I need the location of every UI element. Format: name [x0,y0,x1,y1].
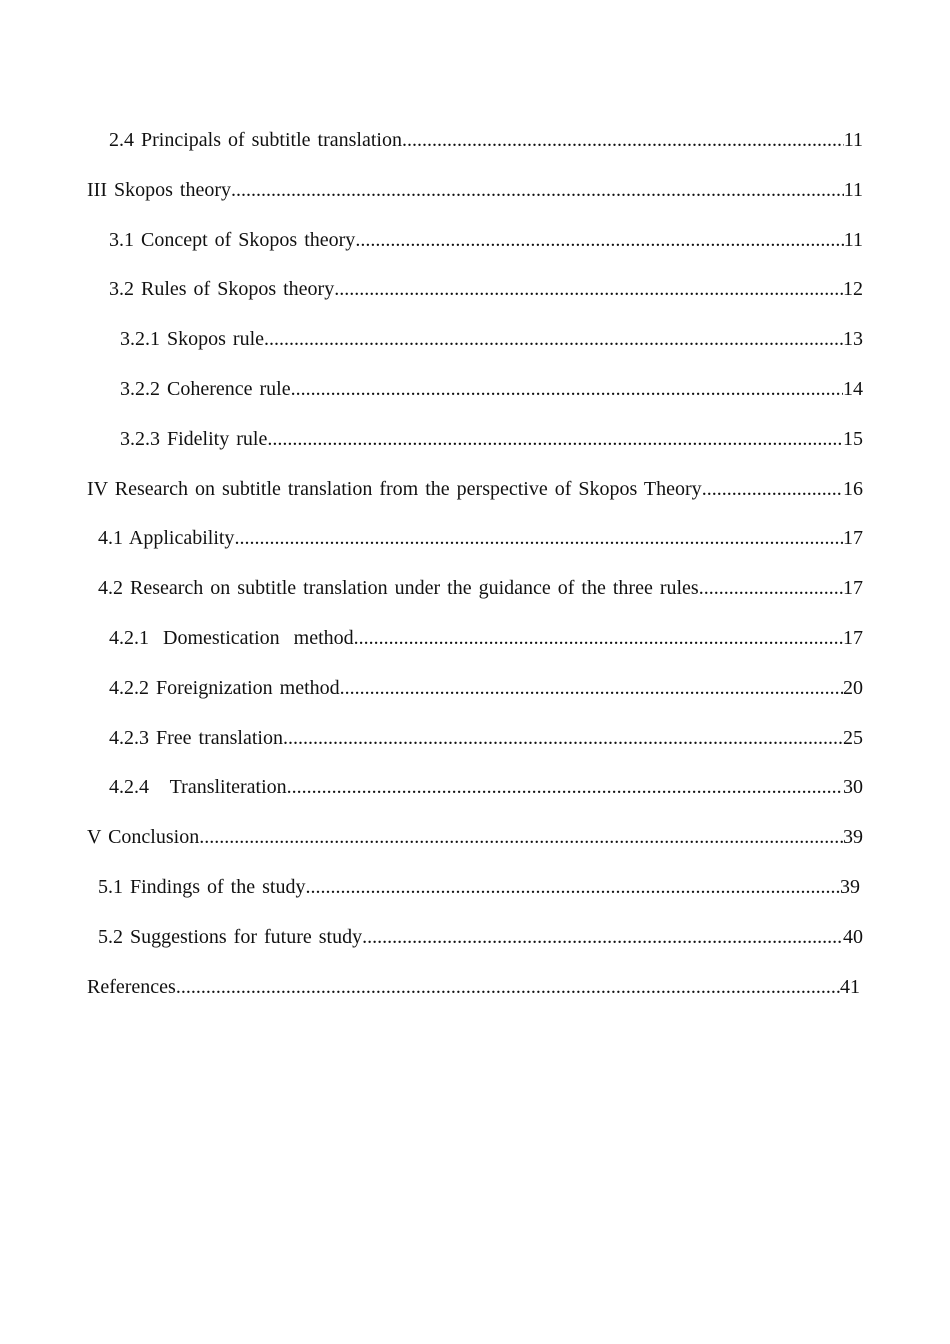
toc-entry-page: 13 [843,328,863,351]
toc-entry-title: 3.2.2 Coherence rule [120,377,291,400]
toc-entry-page: 20 [843,676,863,699]
toc-entry-title: V Conclusion [87,826,200,849]
toc-entry [87,275,863,325]
toc-entry [87,425,863,475]
toc-entry [87,624,863,674]
toc-entry-page: 11 [843,178,863,201]
toc-entry-title: 3.2.1 Skopos rule [120,328,264,351]
toc-entry-page: 17 [843,626,863,649]
toc-entry [87,375,863,425]
toc-entry-title: 4.2.1 Domestication method [109,626,354,649]
dot-leader [283,724,843,752]
dot-leader [355,226,843,254]
dot-leader [702,475,843,503]
toc-entry-title: References [87,975,176,998]
toc-entry-title: III Skopos theory [87,178,231,201]
toc-entry [87,973,863,1023]
dot-leader [287,773,843,801]
toc-entry-title: 4.2.4 Transliteration [109,776,287,799]
toc-entry-page: 16 [843,477,863,500]
dot-leader [699,574,843,602]
toc-entry-page: 11 [843,228,863,251]
dot-leader [362,923,843,951]
dot-leader [231,176,844,204]
toc-entry [87,226,863,276]
toc-entry [87,325,863,375]
dot-leader [340,674,843,702]
dot-leader [267,425,843,453]
toc-entry-page: 41 [840,975,860,998]
toc-entry-page: 12 [843,278,863,301]
dot-leader [305,873,840,901]
toc-entry-title: IV Research on subtitle translation from the perspective of Skopos Theory [87,477,702,500]
toc-entry [87,873,863,923]
toc-entry [87,524,863,574]
toc-entry-title: 3.2.3 Fidelity rule [120,427,268,450]
toc-entry [87,773,863,823]
toc-entry-page: 30 [843,776,863,799]
toc-entry-title: 4.1 Applicability [98,527,235,550]
dot-leader [402,126,844,154]
toc-entry [87,574,863,624]
dot-leader [291,375,843,403]
toc-entry [87,923,863,973]
toc-entry-page: 25 [843,726,863,749]
toc-entry [87,126,863,176]
toc-entry-page: 39 [840,875,860,898]
toc-entry-page: 17 [843,577,863,600]
table-of-contents [87,126,863,1022]
toc-entry-title: 3.1 Concept of Skopos theory [109,228,356,251]
dot-leader [354,624,843,652]
toc-entry-page: 39 [843,826,863,849]
toc-entry [87,176,863,226]
toc-entry-title: 4.2.3 Free translation [109,726,283,749]
toc-entry-page: 15 [843,427,863,450]
toc-entry-page: 40 [843,925,863,948]
dot-leader [334,275,843,303]
toc-entry-title: 5.1 Findings of the study [98,875,306,898]
toc-entry-title: 2.4 Principals of subtitle translation [109,129,402,151]
toc-entry [87,674,863,724]
toc-entry-page: 11 [843,129,863,151]
toc-entry [87,724,863,774]
toc-entry-title: 4.2 Research on subtitle translation under the guidance of the three rules [98,577,699,600]
toc-entry [87,475,863,525]
toc-entry-page: 14 [843,377,863,400]
dot-leader [234,524,843,552]
toc-entry [87,823,863,873]
toc-entry-title: 4.2.2 Foreignization method [109,676,340,699]
dot-leader [199,823,843,851]
dot-leader [176,973,840,1001]
toc-entry-title: 5.2 Suggestions for future study [98,925,363,948]
dot-leader [264,325,843,353]
toc-entry-page: 17 [843,527,863,550]
toc-entry-title: 3.2 Rules of Skopos theory [109,278,335,301]
